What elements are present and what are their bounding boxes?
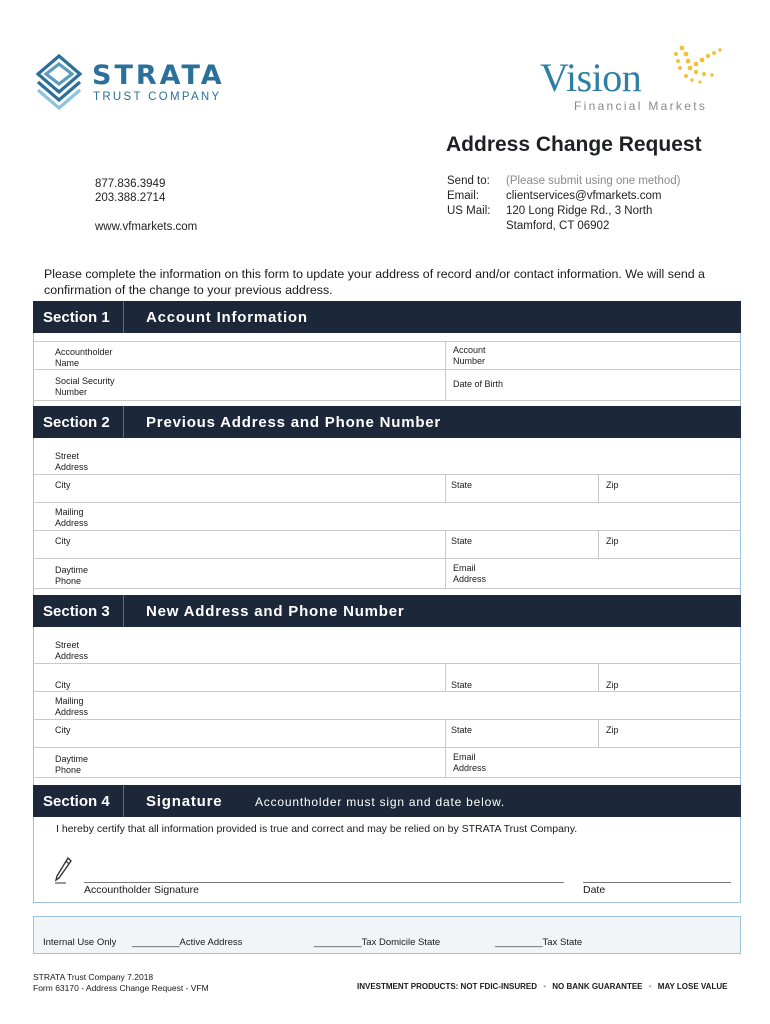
- ssn-field[interactable]: [123, 370, 433, 401]
- section-1-header: [33, 301, 741, 333]
- contact-info: [95, 177, 197, 234]
- footer-disclaimer: [357, 982, 727, 991]
- section-2-header: [33, 406, 741, 438]
- new-city-row: [33, 664, 741, 692]
- accountholder-name-label: Accountholder Name: [55, 347, 113, 368]
- dob-field[interactable]: [513, 370, 733, 401]
- phone-2: 203.388.2714: [95, 192, 166, 204]
- date-line[interactable]: [583, 882, 731, 883]
- website-link[interactable]: www.vfmarkets.com: [95, 221, 198, 233]
- section-number: Section 2: [43, 414, 110, 431]
- new-mailing-zip-field[interactable]: [628, 720, 733, 748]
- prev-mailing-city-field[interactable]: [55, 531, 435, 559]
- mail-label: US Mail:: [447, 205, 491, 217]
- new-email-field[interactable]: [503, 748, 733, 778]
- vision-logo: [536, 44, 726, 116]
- prev-mailing-row[interactable]: [33, 503, 741, 531]
- row-account-name: [33, 342, 741, 370]
- section-title: Account Information: [146, 309, 308, 326]
- prev-email-field[interactable]: [503, 559, 733, 589]
- city-label: City: [55, 680, 71, 690]
- new-mailing-state-field[interactable]: [478, 720, 588, 748]
- accountholder-name-field[interactable]: [55, 342, 435, 370]
- email-label: Email:: [447, 190, 479, 202]
- section-4-header: [33, 785, 741, 817]
- email-link[interactable]: clientservices@vfmarkets.com: [506, 190, 662, 202]
- prev-zip-field[interactable]: [628, 475, 733, 503]
- send-to-block: [447, 174, 681, 234]
- section-number: Section 3: [43, 603, 110, 620]
- disclaimer-1: INVESTMENT PRODUCTS: NOT FDIC-INSURED: [357, 982, 537, 991]
- state-label: State: [451, 536, 473, 546]
- intro-text: Please complete the information on this form to update your address of record and/or contact information. We will send a confirmation of the change to your previous address.: [44, 267, 705, 297]
- street-address-label: Street Address: [55, 451, 89, 472]
- strata-mark-icon: [34, 52, 84, 112]
- disclaimer-2: NO BANK GUARANTEE: [552, 982, 643, 991]
- prev-city-row: [33, 475, 741, 503]
- new-state-field[interactable]: [478, 664, 588, 692]
- section-title: New Address and Phone Number: [146, 603, 405, 620]
- prev-mailing-state-field[interactable]: [478, 531, 588, 559]
- new-mailing-row[interactable]: [33, 692, 741, 720]
- prev-mailing-city-row: [33, 531, 741, 559]
- prev-phone-field[interactable]: [103, 559, 433, 589]
- footer-info: [33, 972, 209, 994]
- zip-label: Zip: [606, 680, 619, 690]
- active-address-field[interactable]: _________Active Address: [132, 937, 243, 948]
- prev-mailing-zip-field[interactable]: [628, 531, 733, 559]
- separator-icon: •: [648, 982, 652, 991]
- internal-use-box: [33, 916, 741, 954]
- send-to-hint: (Please submit using one method): [506, 175, 681, 187]
- send-to-label: Send to:: [447, 175, 490, 187]
- section-3-header: [33, 595, 741, 627]
- prev-street-row[interactable]: [33, 447, 741, 475]
- zip-label: Zip: [606, 536, 619, 546]
- street-address-label: Street Address: [55, 640, 89, 661]
- disclaimer-3: MAY LOSE VALUE: [657, 982, 728, 991]
- city-label: City: [55, 725, 71, 735]
- section-title: Signature: [146, 793, 223, 810]
- vision-dots-icon: [668, 44, 726, 88]
- city-label: City: [55, 480, 71, 490]
- zip-label: Zip: [606, 480, 619, 490]
- section-number: Section 1: [43, 309, 110, 326]
- footer-line-1: STRATA Trust Company 7.2018: [33, 972, 154, 982]
- daytime-phone-label: Daytime Phone: [55, 754, 89, 775]
- separator-icon: •: [543, 982, 547, 991]
- tax-domicile-field[interactable]: _________Tax Domicile State: [314, 937, 441, 948]
- certification-text: I hereby certify that all information provided is true and correct and may be relied on by STRATA Trust Company.: [56, 823, 578, 835]
- account-number-label: Account Number: [453, 345, 486, 366]
- mailing-address-label: Mailing Address: [55, 507, 89, 528]
- new-city-field[interactable]: [55, 664, 435, 692]
- email-address-label: Email Address: [453, 752, 487, 773]
- signature-label: Accountholder Signature: [84, 884, 199, 896]
- state-label: State: [451, 680, 473, 690]
- new-mailing-city-field[interactable]: [55, 720, 435, 748]
- dob-label: Date of Birth: [453, 379, 504, 389]
- section-number: Section 4: [43, 793, 110, 810]
- new-street-row[interactable]: [33, 636, 741, 664]
- tax-state-field[interactable]: _________Tax State: [495, 937, 583, 948]
- internal-use-label: Internal Use Only: [43, 937, 117, 948]
- strata-name: STRATA: [92, 60, 225, 91]
- ssn-label: Social Security Number: [55, 376, 115, 397]
- prev-phone-email-row: [33, 559, 741, 589]
- daytime-phone-label: Daytime Phone: [55, 565, 89, 586]
- account-number-field[interactable]: [503, 342, 733, 370]
- prev-state-field[interactable]: [478, 475, 588, 503]
- email-address-label: Email Address: [453, 563, 487, 584]
- vision-subtitle: Financial Markets: [574, 99, 708, 113]
- mailing-address-label: Mailing Address: [55, 696, 89, 717]
- mail-address-line1: 120 Long Ridge Rd., 3 North: [506, 205, 653, 217]
- new-phone-field[interactable]: [103, 748, 433, 778]
- state-label: State: [451, 725, 473, 735]
- section-title: Previous Address and Phone Number: [146, 414, 442, 431]
- mail-address-line2: Stamford, CT 06902: [506, 220, 610, 232]
- state-label: State: [451, 480, 473, 490]
- footer-line-2: Form 63170 - Address Change Request - VFM: [33, 983, 209, 993]
- prev-city-field[interactable]: [55, 475, 435, 503]
- new-mailing-city-row: [33, 720, 741, 748]
- strata-logo: [34, 52, 244, 114]
- zip-label: Zip: [606, 725, 619, 735]
- pen-icon: [52, 856, 74, 884]
- row-ssn-dob: [33, 370, 741, 401]
- new-phone-email-row: [33, 748, 741, 778]
- document-title: Address Change Request: [446, 133, 702, 156]
- signature-line[interactable]: [84, 882, 564, 883]
- city-label: City: [55, 536, 71, 546]
- date-label: Date: [583, 884, 606, 896]
- section-note: Accountholder must sign and date below.: [255, 795, 506, 809]
- phone-1: 877.836.3949: [95, 178, 166, 190]
- vision-name: Vision: [540, 55, 642, 100]
- strata-subtitle: TRUST COMPANY: [93, 91, 222, 103]
- new-zip-field[interactable]: [628, 664, 733, 692]
